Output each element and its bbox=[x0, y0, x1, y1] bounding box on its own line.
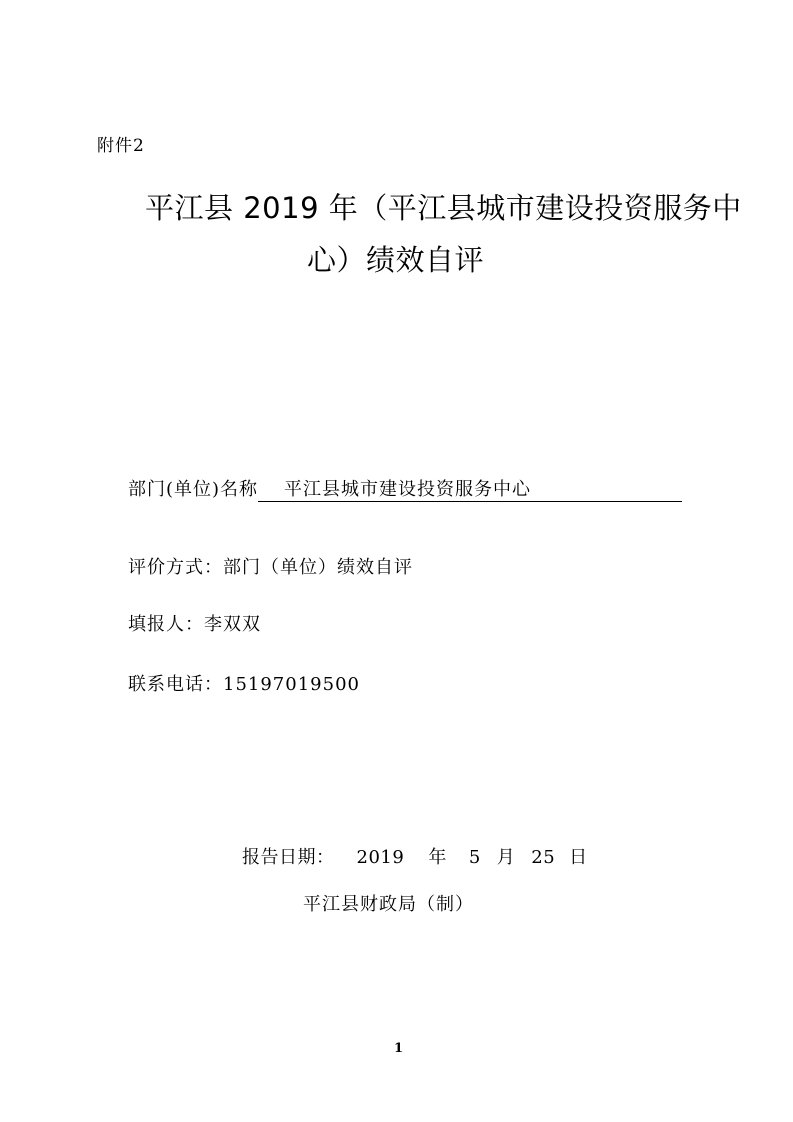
report-date-day-unit: 日 bbox=[569, 847, 588, 868]
contact-phone: 联系电话：15197019500 bbox=[128, 674, 360, 695]
filler-name: 填报人：李双双 bbox=[128, 614, 261, 635]
report-date-year-unit: 年 bbox=[428, 847, 447, 868]
document-title-line-1: 平江县 2019 年（平江县城市建设投资服务中 bbox=[145, 191, 742, 225]
unit-name-field bbox=[128, 475, 682, 502]
report-date-day: 25 bbox=[531, 847, 556, 868]
document-title-line-2: 心）绩效自评 bbox=[307, 243, 485, 277]
unit-name-value: 平江县城市建设投资服务中心 bbox=[258, 479, 682, 502]
attachment-label: 附件2 bbox=[97, 136, 145, 156]
report-date-year: 2019 bbox=[356, 847, 405, 868]
issuer: 平江县财政局（制） bbox=[303, 894, 474, 915]
evaluation-method: 评价方式：部门（单位）绩效自评 bbox=[128, 557, 413, 578]
report-date-label: 报告日期： bbox=[242, 847, 335, 868]
unit-name-label: 部门(单位)名称 bbox=[128, 479, 259, 500]
report-date-month-unit: 月 bbox=[496, 847, 516, 868]
report-date-month: 5 bbox=[468, 847, 481, 868]
page-number: 1 bbox=[394, 1041, 404, 1056]
report-date bbox=[242, 843, 588, 869]
